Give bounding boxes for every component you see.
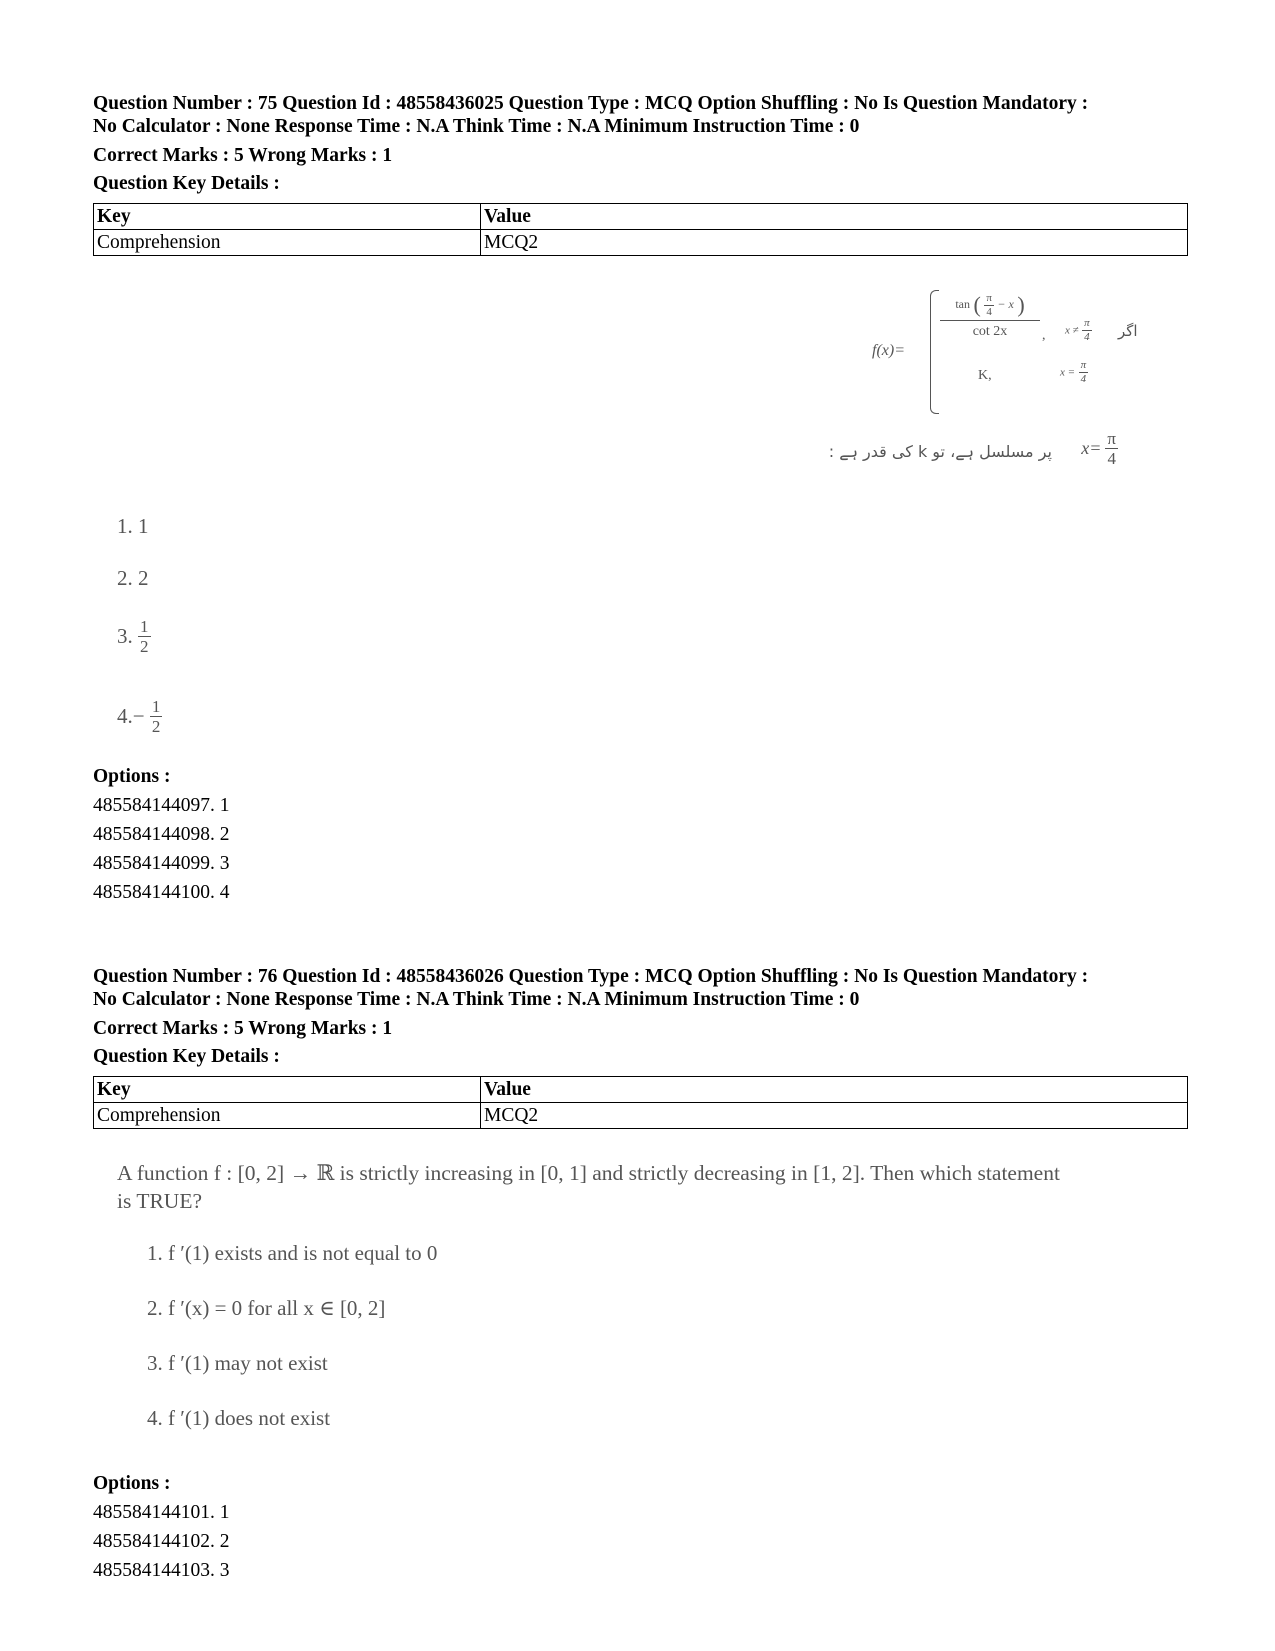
list-item: 485584144097. 1 <box>93 795 230 816</box>
case1-fraction: tan ( $\frac{\pi}{4}$ − x ) cot 2x <box>940 292 1040 340</box>
case2-cond: x = $\frac{\pi}{4}$ <box>1060 359 1087 385</box>
table-row <box>94 230 1188 256</box>
urdu-sentence: پر مسلسل ہے، تو k کی قدر ہے : <box>828 442 1052 461</box>
table-header-row <box>94 1077 1188 1103</box>
q76-options <box>93 1469 1188 1585</box>
row-key: Comprehension <box>94 1103 481 1129</box>
formula-lhs: f(x)= <box>872 342 905 359</box>
q75-choice-3: 3. $\frac{1}{2}$ <box>117 617 149 656</box>
case1-arg-n: π <box>986 291 992 304</box>
list-item: 485584144098. 2 <box>93 824 230 845</box>
q76-choice-2: 2. f ′(x) = 0 for all x ∈ [0, 2] <box>147 1296 386 1320</box>
q75-choice-4: 4.− $\frac{1}{2}$ <box>117 697 161 736</box>
q76-header-line2: No Calculator : None Response Time : N.A Think Time : N.A Minimum Instruction Time : 0 <box>93 989 860 1010</box>
q76-header <box>93 965 1188 1011</box>
list-item: 485584144103. 3 <box>93 1560 230 1581</box>
urdu-agar: اگر <box>1118 322 1138 340</box>
case1-arg-d: 4 <box>986 305 992 318</box>
list-item: 485584144100. 4 <box>93 882 230 903</box>
table-row <box>94 1103 1188 1129</box>
case1-den: cot 2x <box>972 324 1008 339</box>
q76-stem-line2: is TRUE? <box>117 1189 203 1213</box>
row-value: MCQ2 <box>481 230 1188 256</box>
at-point: x= $\frac{\pi}{4}$ <box>1081 429 1116 468</box>
case2-val: K, <box>978 368 992 383</box>
list-item: 485584144101. 1 <box>93 1502 230 1523</box>
q76-options-label: Options : <box>93 1473 171 1494</box>
q75-choice-2: 2. 2 <box>117 566 149 590</box>
q75-marks: Correct Marks : 5 Wrong Marks : 1 <box>93 145 393 166</box>
q75-key-details-label: Question Key Details : <box>93 173 280 194</box>
q76-choice-3: 3. f ′(1) may not exist <box>147 1351 328 1375</box>
case1-cond: x ≠ $\frac{\pi}{4}$ <box>1065 317 1090 343</box>
q75-options <box>93 762 1188 907</box>
case1-fn: tan <box>955 297 970 312</box>
q76-choice-4: 4. f ′(1) does not exist <box>147 1406 331 1430</box>
row-key: Comprehension <box>94 230 481 256</box>
q76-choice-1: 1. f ′(1) exists and is not equal to 0 <box>147 1241 438 1265</box>
q75-header-line2: No Calculator : None Response Time : N.A Think Time : N.A Minimum Instruction Time : 0 <box>93 116 860 137</box>
col-key: Key <box>94 204 481 230</box>
q76-header-line1: Question Number : 76 Question Id : 48558436026 Question Type : MCQ Option Shuffling : No Is Question Mandatory : <box>93 966 1089 987</box>
col-value: Value <box>481 204 1188 230</box>
q75-header <box>93 92 1188 138</box>
row-value: MCQ2 <box>481 1103 1188 1129</box>
list-item: 485584144102. 2 <box>93 1531 230 1552</box>
q76-stem <box>117 1159 1187 1215</box>
case1-tail: − x <box>997 297 1014 312</box>
q75-formula: f(x)= tan ( $\frac{\pi}{4}$ − x ) cot 2x , x ≠ $\frac{\pi}{4}$ اگر K, x = $\frac{\pi}{4}$ <box>870 288 1150 418</box>
table-header-row <box>94 204 1188 230</box>
q75-options-label: Options : <box>93 766 171 787</box>
q75-choice-1: 1. 1 <box>117 514 149 538</box>
list-item: 485584144099. 3 <box>93 853 230 874</box>
q75-urdu-line <box>800 430 1140 480</box>
q76-stem-line1: A function f : [0, 2] → ℝ is strictly increasing in [0, 1] and strictly decreasing in [1, 2]. Then which statement <box>117 1161 1060 1185</box>
brace-icon <box>930 290 939 414</box>
q75-key-table <box>93 203 1188 256</box>
q75-header-line1: Question Number : 75 Question Id : 48558436025 Question Type : MCQ Option Shuffling : No Is Question Mandatory : <box>93 93 1089 114</box>
col-value: Value <box>481 1077 1188 1103</box>
q76-marks: Correct Marks : 5 Wrong Marks : 1 <box>93 1018 393 1039</box>
q76-key-table <box>93 1076 1188 1129</box>
q76-key-details-label: Question Key Details : <box>93 1046 280 1067</box>
col-key: Key <box>94 1077 481 1103</box>
